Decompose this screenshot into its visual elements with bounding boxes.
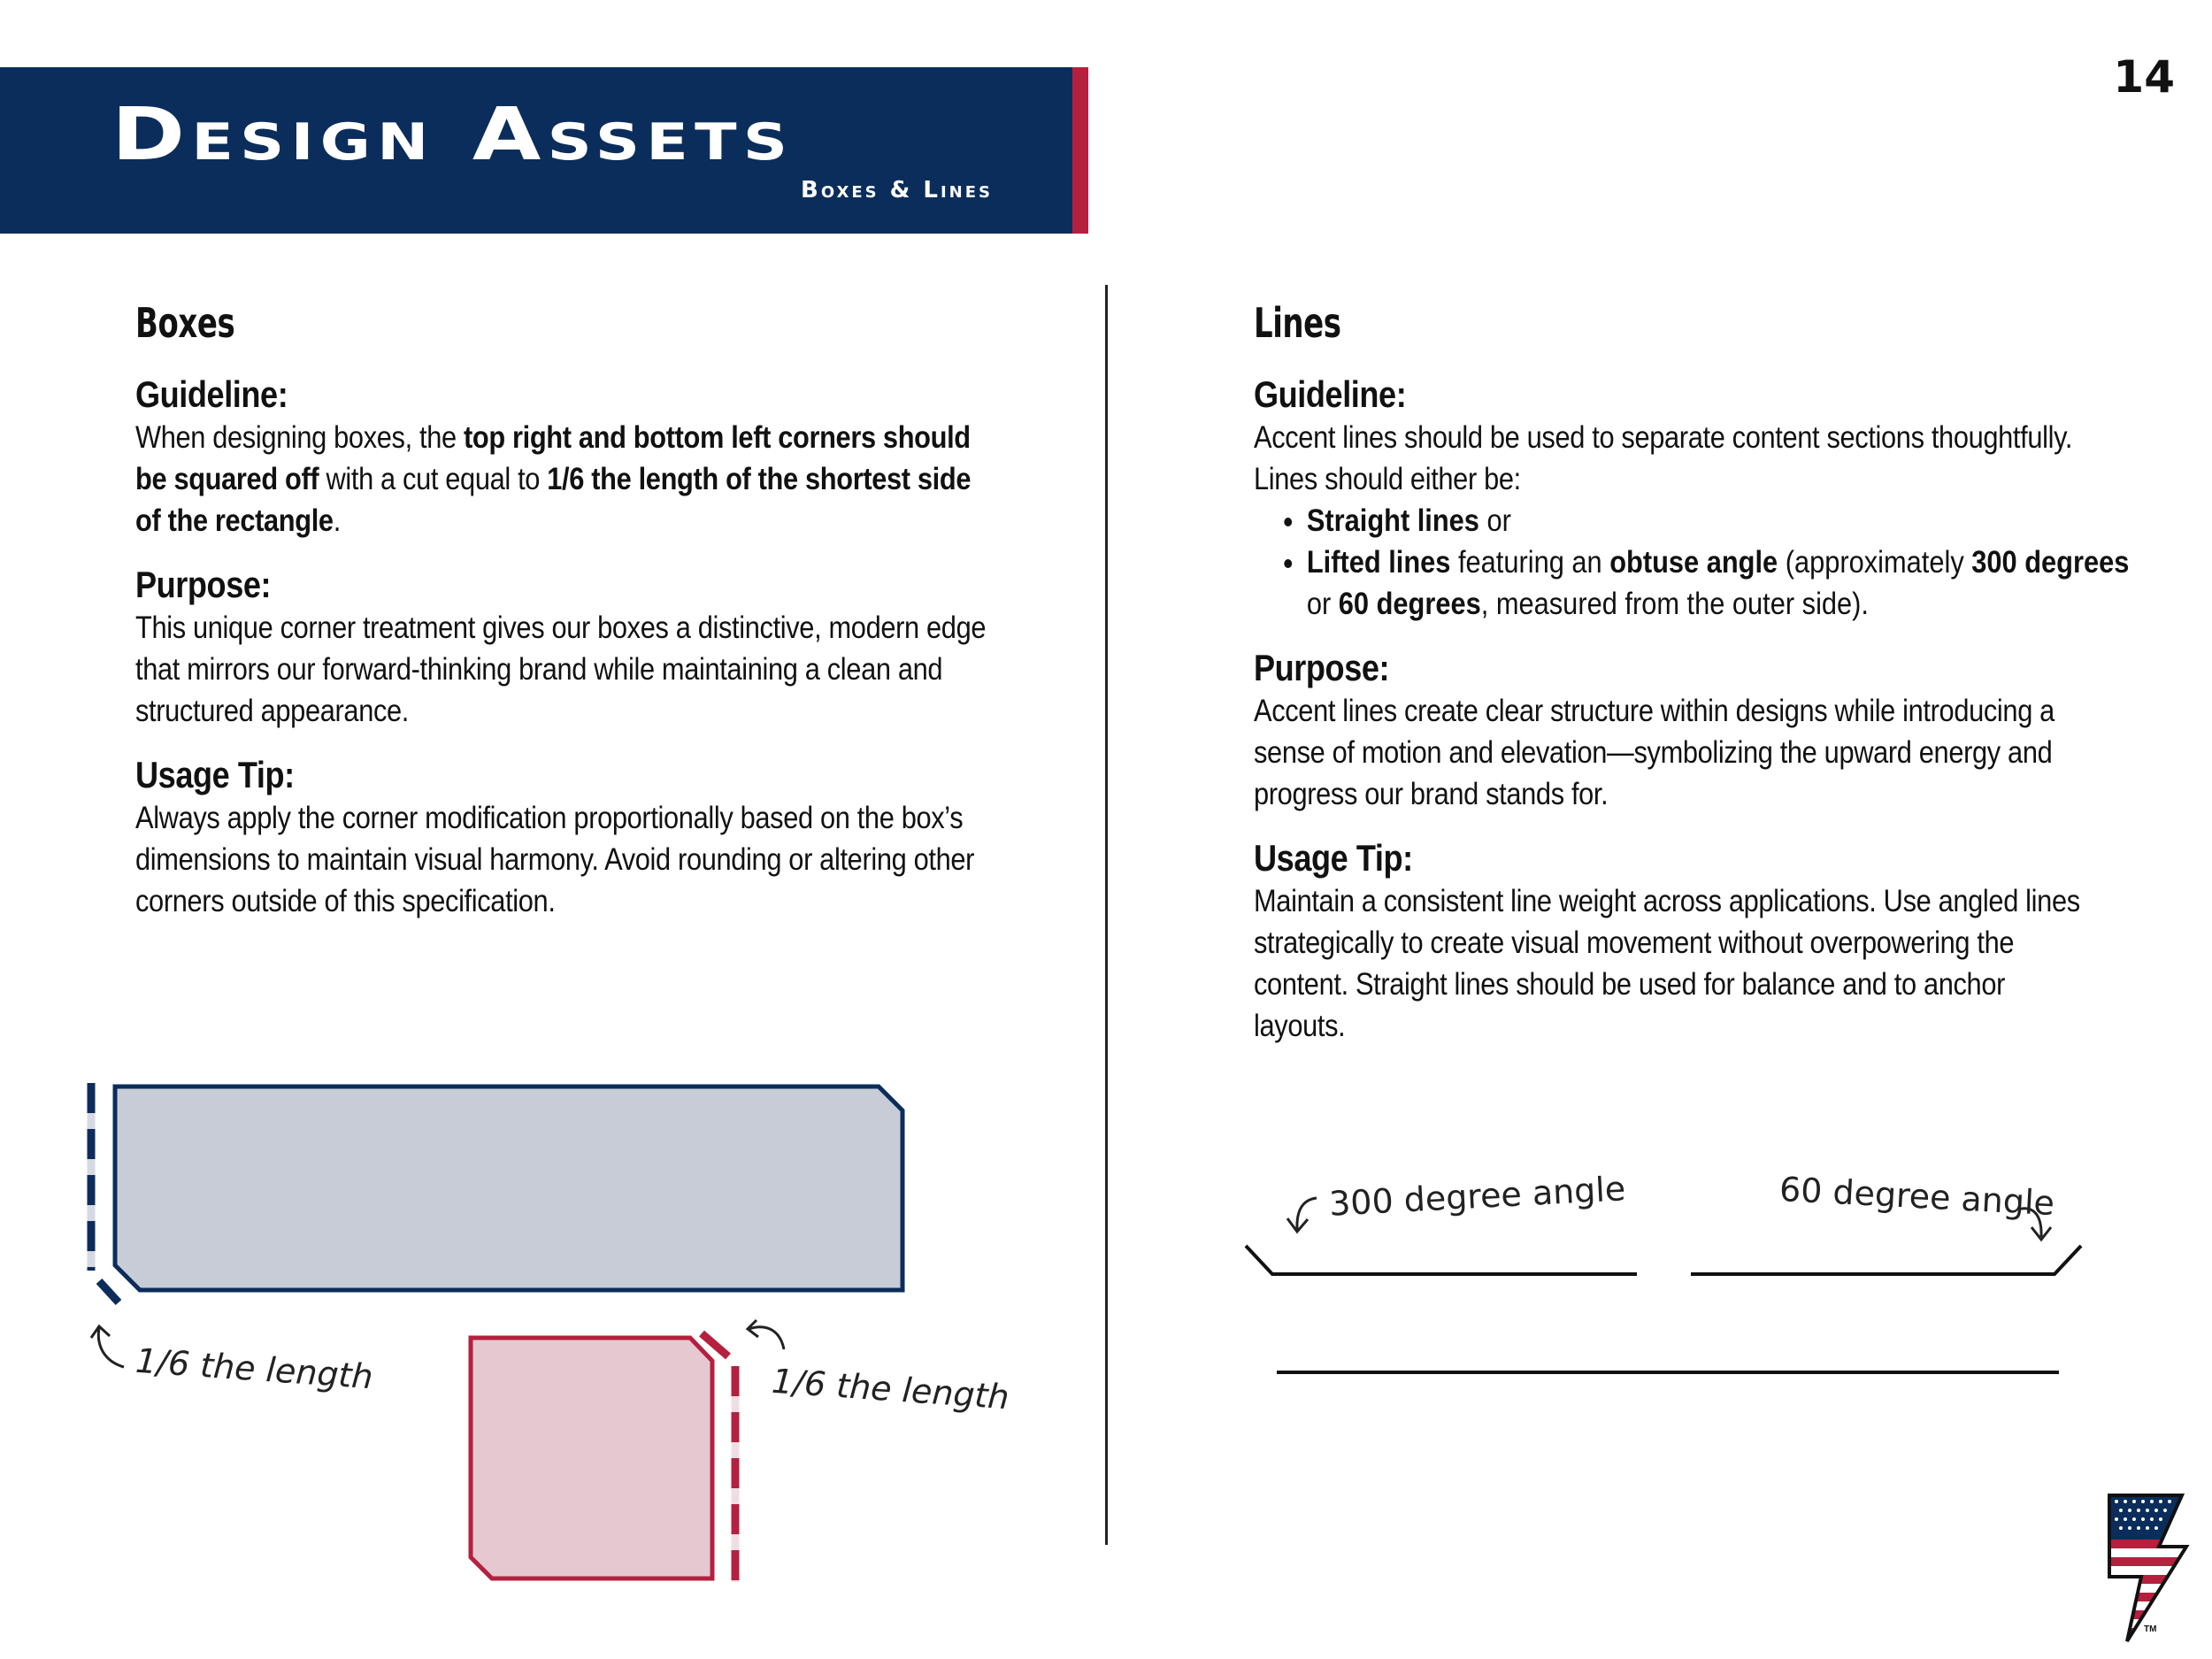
text-run: with a cut equal to <box>319 462 548 496</box>
arrow-icon <box>1287 1198 1317 1232</box>
text-run: or <box>1306 587 1339 621</box>
boxes-purpose-title: Purpose: <box>135 564 272 605</box>
red-box-illustration <box>471 1338 712 1578</box>
boxes-tip-title: Usage Tip: <box>135 754 295 795</box>
lines-heading: Lines <box>1254 299 1341 347</box>
annotation-box-left: 1/6 the length <box>134 1340 375 1397</box>
boxes-purpose-text: This unique corner treatment gives our boxes a distinctive, modern edge that mirrors our forward-thinking brand while maintaining a clean and structured appearance. <box>135 611 987 728</box>
text-run: (approximately <box>1778 545 1972 580</box>
flag-bolt-logo <box>2106 1494 2190 1644</box>
page-number: 14 <box>2113 51 2175 103</box>
boxes-guideline-title: Guideline: <box>135 373 288 415</box>
navy-box-illustration <box>115 1087 902 1290</box>
page-title: Design Assets <box>111 93 795 177</box>
lines-tip-title: Usage Tip: <box>1254 837 1413 879</box>
text-run: . <box>333 503 341 538</box>
boxes-heading: Boxes <box>135 299 235 347</box>
page-subtitle: Boxes & Lines <box>801 177 993 204</box>
trademark-mark: TM <box>2144 1624 2157 1634</box>
annotation-60-degree: 60 degree angle <box>1778 1169 2056 1224</box>
text-run: When designing boxes, the <box>135 420 464 455</box>
lifted-line-60-degree <box>1691 1246 2081 1274</box>
arrow-icon <box>748 1320 784 1349</box>
text-run-bold: 1/6 the length of the shortest side of the rectangle <box>135 462 972 538</box>
text-run: , measured from the outer side). <box>1480 587 1869 621</box>
boxes-tip-text: Always apply the corner modification proportionally based on the box’s dimensions to maintain visual harmony. Avoid rounding or altering other corners outside of this specification. <box>135 801 975 918</box>
text-run-bold: obtuse angle <box>1609 545 1778 580</box>
text-run-bold: Lifted lines <box>1306 545 1451 580</box>
lines-purpose-title: Purpose: <box>1254 647 1390 688</box>
text-run-bold: top right and bottom left corners should be squared off <box>135 420 971 496</box>
arrow-icon <box>91 1326 124 1367</box>
lines-tip-text: Maintain a consistent line weight across applications. Use angled lines strategically to create visual movement without overpowering the content. Straight lines should be used for balance and to anchor layouts. <box>1254 884 2080 1043</box>
text-run-bold: 300 degrees <box>1971 545 2130 580</box>
annotation-300-degree: 300 degree angle <box>1328 1169 1627 1224</box>
lines-purpose-text: Accent lines create clear structure within designs while introducing a sense of motion and elevation—symbolizing the upward energy and progress our brand stands for. <box>1254 694 2055 811</box>
navy-corner-measure <box>99 1281 119 1302</box>
lifted-line-300-degree <box>1246 1246 1637 1274</box>
lines-guideline-title: Guideline: <box>1254 373 1407 415</box>
text-run: or <box>1479 503 1511 538</box>
text-run-bold: 60 degrees <box>1338 587 1481 621</box>
text-run: featuring an <box>1450 545 1610 580</box>
lines-guideline-text: Accent lines should be used to separate content sections thoughtfully. Lines should either be: <box>1254 420 2073 496</box>
text-run-bold: Straight lines <box>1306 503 1479 538</box>
annotation-box-right: 1/6 the length <box>770 1361 1011 1417</box>
